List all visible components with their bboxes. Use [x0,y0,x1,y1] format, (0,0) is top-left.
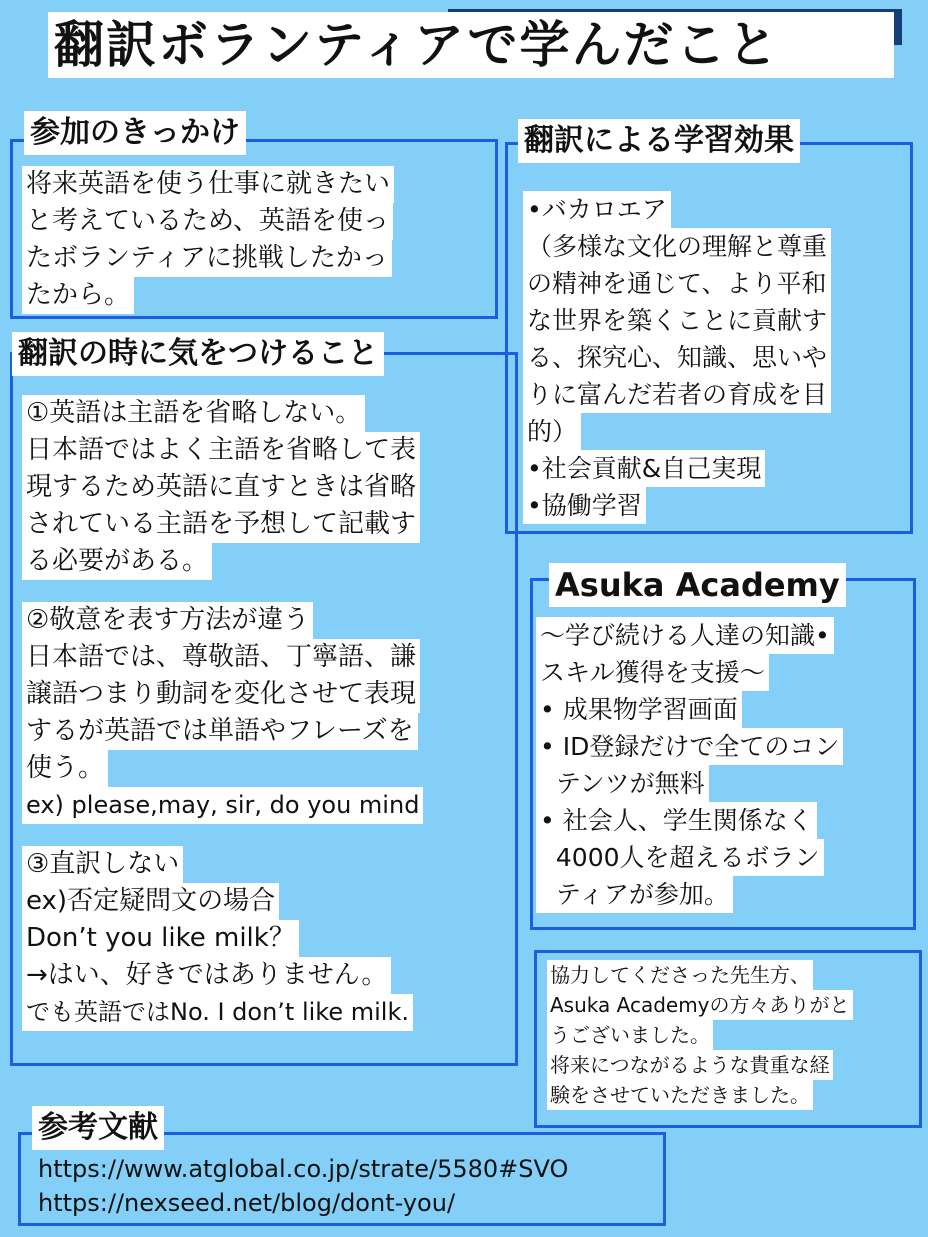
academy-line: • 成果物学習画面 [536,691,742,728]
cautions-text [22,395,423,1031]
academy-line: ティアが参加。 [536,876,733,913]
caution-line: ①英語は主語を省略しない。 [22,395,365,432]
motivation-line: たボランティアに挑戦したかっ [22,240,392,277]
caution-line: 譲語つまり動詞を変化させて表現 [22,676,420,713]
academy-line: スキル獲得を支援〜 [536,654,769,691]
references-heading: 参考文献 [32,1106,164,1150]
learning-effects-text [523,191,831,524]
thanks-line: うございました。 [547,1020,713,1050]
caution-line: 日本語ではよく主語を省略して表 [22,432,420,469]
learning-effects-line: の精神を通じて、より平和 [523,265,831,302]
academy-line: 〜学び続ける人達の知識• [536,617,834,654]
motivation-text [22,166,394,314]
academy-heading: Asuka Academy [549,563,846,607]
caution-line: Don’t you like milk？ [22,920,299,957]
learning-effects-line: る、探究心、知識、思いや [523,339,831,376]
references-list [38,1152,568,1220]
caution-line: ③直訳しない [22,846,183,883]
motivation-line: 将来英語を使う仕事に就きたい [22,166,394,203]
caution-line: でも英語ではNo. I don’t like milk. [22,994,413,1031]
academy-line: • ID登録だけで全てのコン [536,728,843,765]
learning-effects-heading: 翻訳による学習効果 [518,119,800,163]
caution-line: ex)否定疑問文の場合 [22,883,279,920]
caution-line: するが英語では単語やフレーズを [22,713,418,750]
thanks-line: Asuka Academyの方々ありがと [547,990,853,1020]
academy-line: 4000人を超えるボラン [536,839,824,876]
academy-line: • 社会人、学生関係なく [536,802,817,839]
thanks-line: 協力してくださった先生方、 [547,960,813,990]
learning-effects-line: 的） [523,413,581,450]
learning-effects-line: •社会貢献&自己実現 [523,450,765,487]
motivation-line: たから。 [22,277,134,314]
cautions-heading: 翻訳の時に気をつけること [12,332,384,376]
caution-line: ②敬意を表す方法が違う [22,602,313,639]
reference-link[interactable]: https://www.atglobal.co.jp/strate/5580#SVO [38,1155,569,1183]
learning-effects-line: な世界を築くことに貢献す [523,302,831,339]
academy-text [536,617,843,913]
caution-line: ex) please,may, sir, do you mind [22,787,423,824]
learning-effects-line: •バカロエア [523,191,671,228]
motivation-heading: 参加のきっかけ [24,111,246,155]
learning-effects-line: •協働学習 [523,487,646,524]
caution-line: る必要がある。 [22,543,212,580]
caution-line: されている主語を予想して記載す [22,506,420,543]
caution-line: 使う。 [22,750,108,787]
motivation-line: と考えているため、英語を使っ [22,203,393,240]
caution-line: →はい、好きではありません。 [22,957,391,994]
thanks-line: 験をさせていただきました。 [547,1080,813,1110]
learning-effects-line: りに富んだ若者の育成を目 [523,376,831,413]
reference-link[interactable]: https://nexseed.net/blog/dont-you/ [38,1189,456,1217]
learning-effects-line: （多様な文化の理解と尊重 [523,228,831,265]
thanks-text [547,960,853,1110]
caution-line: 日本語では、尊敬語、丁寧語、謙 [22,639,420,676]
thanks-line: 将来につながるような貴重な経 [547,1050,833,1080]
academy-line: テンツが無料 [536,765,709,802]
caution-line: 現するため英語に直すときは省略 [22,469,420,506]
page-title: 翻訳ボランティアで学んだこと [48,12,894,78]
